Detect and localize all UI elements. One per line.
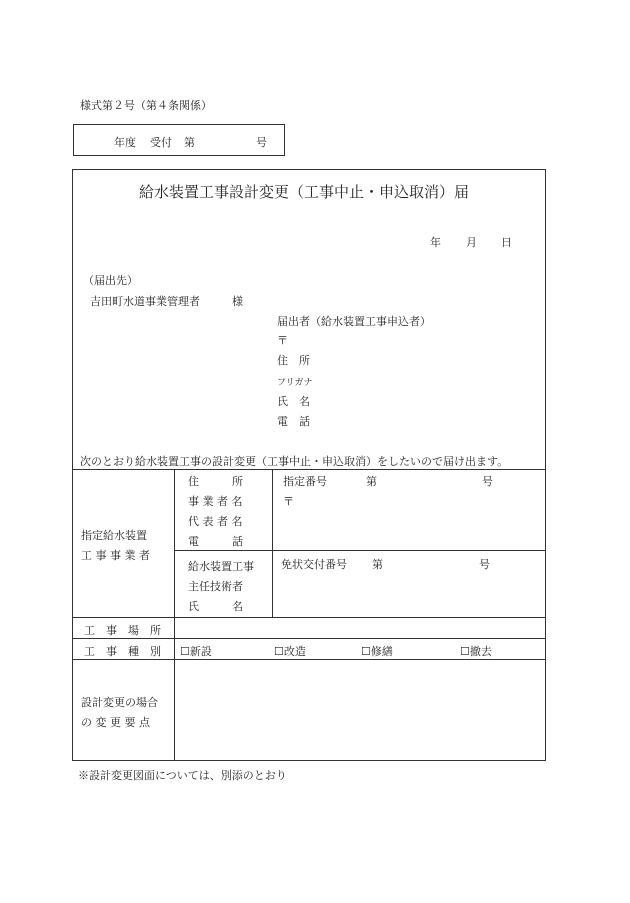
contractor-representative-label: 代 表 者 名: [188, 515, 243, 528]
contractor-company-label: 事 業 者 名: [188, 495, 243, 508]
statement: 次のとおり給水装置工事の設計変更（工事中止・申込取消）をしたいので届け出ます。: [80, 455, 509, 468]
receipt-gou: 号: [256, 136, 267, 149]
contractor-label-1: 指定給水装置: [81, 529, 147, 542]
designation-gou: 号: [482, 475, 493, 488]
type-label: 工 事 種 別: [84, 645, 161, 658]
addressee-label: （届出先）: [83, 274, 138, 287]
form-title: 給水装置工事設計変更（工事中止・申込取消）届: [139, 183, 470, 201]
notifier-furigana-label: フリガナ: [277, 378, 313, 388]
table-top-line: [72, 469, 546, 470]
addressee-name: 吉田町水道事業管理者: [90, 295, 200, 308]
chief-label-1: 給水装置工事: [188, 560, 254, 573]
date-year: 年: [430, 236, 441, 249]
receipt-dai: 第: [184, 136, 195, 149]
type-remodel-checkbox[interactable]: ☐改造: [274, 645, 306, 658]
receipt-box: [73, 124, 285, 156]
footnote: ※設計変更図面については、別添のとおり: [78, 769, 287, 782]
type-new-checkbox[interactable]: ☐新設: [180, 645, 212, 658]
label-column-line: [174, 469, 175, 761]
designation-label: 指定番号: [283, 475, 327, 488]
chief-label-2: 主任技術者: [188, 580, 243, 593]
notifier-name-label: 氏 名: [277, 395, 310, 408]
notifier-phone-label: 電 話: [277, 415, 310, 428]
designation-dai: 第: [366, 475, 377, 488]
site-top-line: [72, 617, 546, 618]
change-label-1: 設計変更の場合: [81, 696, 158, 709]
contractor-address-label: 住 所: [188, 475, 243, 488]
contractor-divider-line: [174, 550, 546, 551]
site-label: 工 事 場 所: [84, 624, 161, 637]
change-top-line: [72, 659, 546, 660]
contractor-postal: 〒: [283, 495, 294, 508]
license-dai: 第: [372, 558, 383, 571]
date-month: 月: [466, 236, 477, 249]
type-removal-checkbox[interactable]: ☐撤去: [460, 645, 492, 658]
type-repair-checkbox[interactable]: ☐修繕: [361, 645, 393, 658]
notifier-address-label: 住 所: [277, 354, 310, 367]
contractor-label-2: 工 事 事 業 者: [81, 549, 150, 562]
notifier-heading: 届出者（給水装置工事申込者）: [277, 315, 431, 328]
date-day: 日: [501, 236, 512, 249]
contractor-phone-label: 電 話: [188, 535, 243, 548]
license-label: 免状交付番号: [281, 558, 347, 571]
form-number: 様式第２号（第４条関係）: [80, 99, 212, 112]
notifier-postal: 〒: [277, 334, 288, 347]
change-label-2: の 変 更 要 点: [81, 716, 150, 729]
receipt-year-label: 年度: [114, 136, 136, 149]
info-column-line: [272, 469, 273, 617]
receipt-received-label: 受付: [150, 136, 172, 149]
type-top-line: [72, 638, 546, 639]
addressee-honorific: 様: [232, 295, 243, 308]
chief-name-label: 氏 名: [188, 600, 243, 613]
license-gou: 号: [479, 558, 490, 571]
